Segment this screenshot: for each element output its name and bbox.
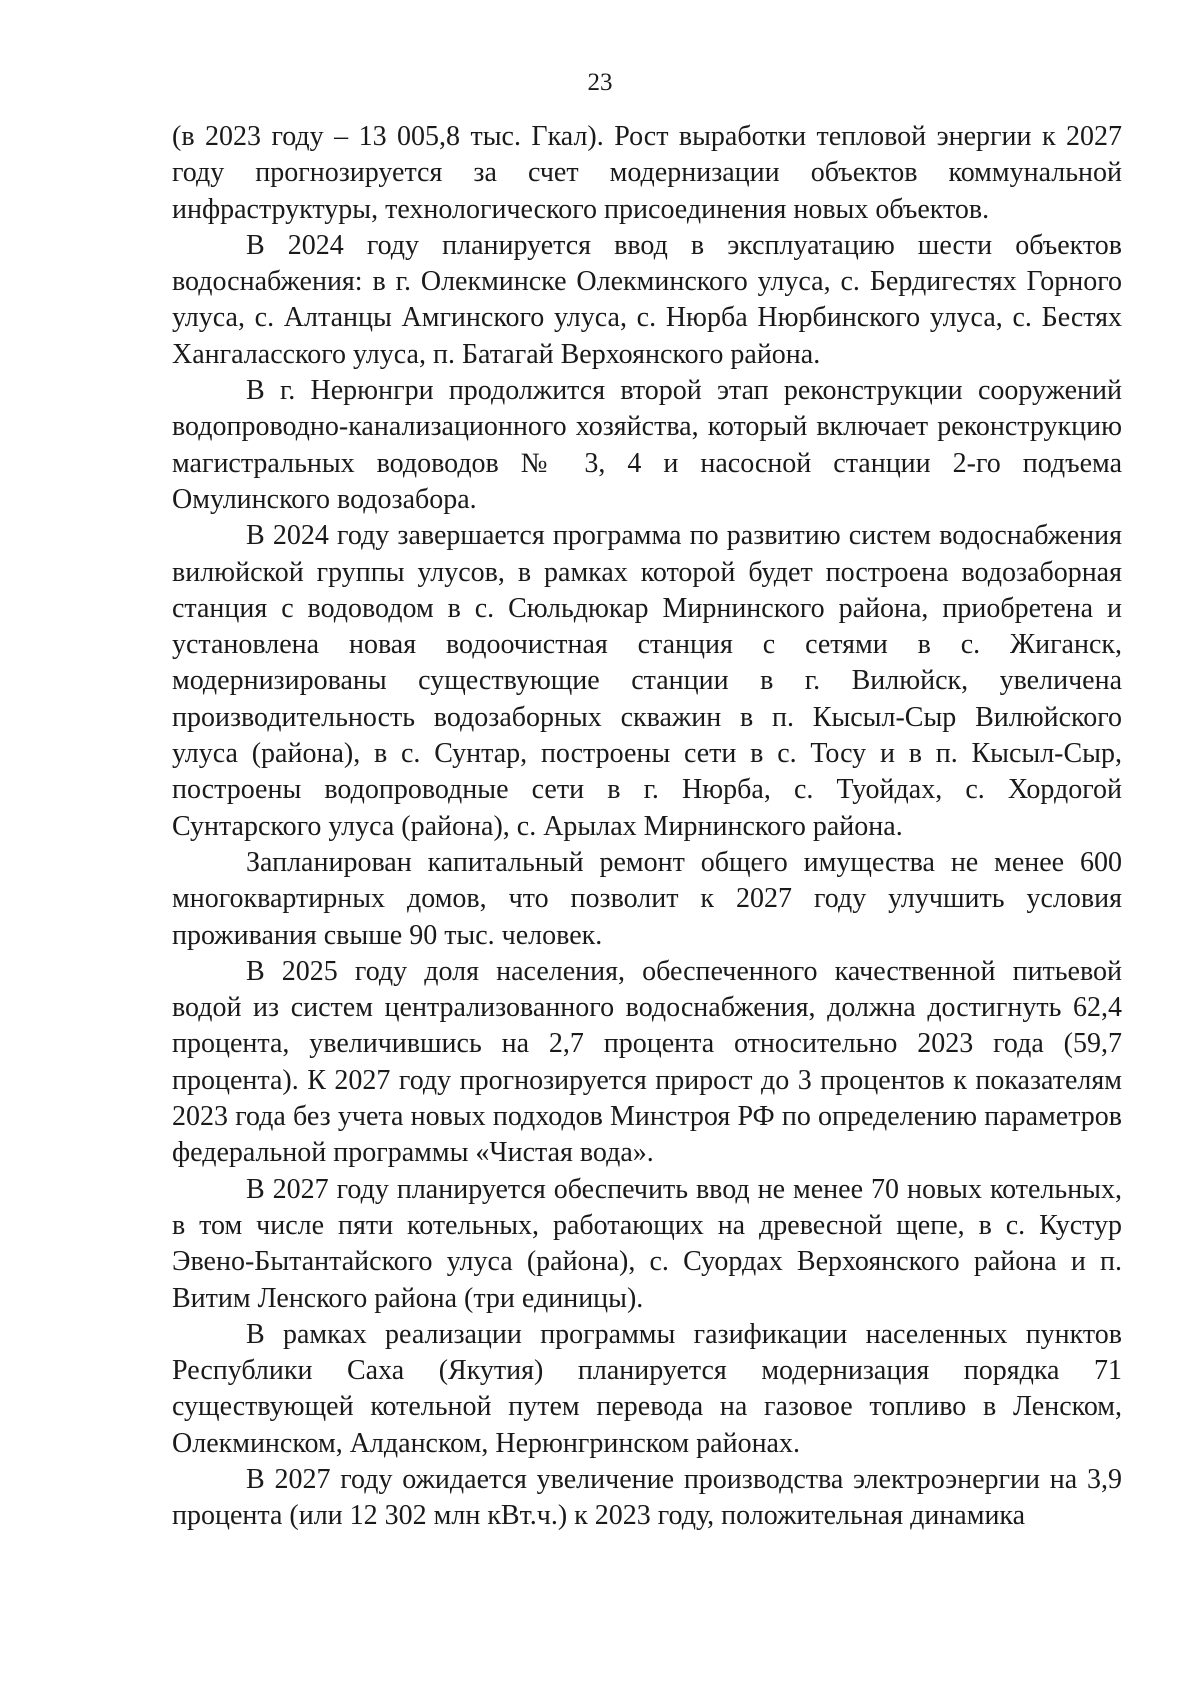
paragraph-9: В 2027 году ожидается увеличение производства электроэнергии на 3,9 процента (или 12 302 млн кВт.ч.) к 2023 году, положительная динамика	[172, 1463, 1122, 1532]
paragraph-5: Запланирован капитальный ремонт общего имущества не менее 600 многоквартирных домов, что позволит к 2027 году улучшить условия проживания свыше 90 тыс. человек.	[172, 846, 1122, 951]
page-number: 23	[587, 69, 613, 96]
paragraph-3: В г. Нерюнгри продолжится второй этап реконструкции сооружений водопроводно-канализационного хозяйства, который включает реконструкцию магистральных водоводов № 3, 4 и насосной станции 2-го подъема Омулинского водозабора.	[172, 375, 1122, 515]
paragraph-1: (в 2023 году – 13 005,8 тыс. Гкал). Рост выработки тепловой энергии к 2027 году прогнозируется за счет модернизации объектов коммунальной инфраструктуры, технологического присоединения новых объектов.	[172, 121, 1122, 225]
body-text	[172, 119, 1122, 1535]
paragraph-2: В 2024 году планируется ввод в эксплуатацию шести объектов водоснабжения: в г. Олекминске Олекминского улуса, с. Бердигестях Горного улуса, с. Алтанцы Амгинского улуса, с. Нюрба Нюрбинского улуса, с. Бестях Хангаласского улуса, п. Батагай Верхоянского района.	[172, 229, 1122, 370]
paragraph-7: В 2027 году планируется обеспечить ввод не менее 70 новых котельных, в том числе пяти котельных, работающих на древесной щепе, в с. Кустур Эвено-Бытантайского улуса (района), с. Суордах Верхоянского района и п. Витим Ленского района (три единицы).	[172, 1173, 1122, 1314]
paragraph-4: В 2024 году завершается программа по развитию систем водоснабжения вилюйской группы улусов, в рамках которой будет построена водозаборная станция с водоводом в с. Сюльдюкар Мирнинского района, приобретена и установлена новая водоочистная станция с сетями в с. Жиганск, модернизированы существующие станции в г. Вилюйск, увеличена производительность водозаборных скважин в п. Кысыл-Сыр Вилюйского улуса (района), в с. Сунтар, построены сети в с. Тосу и в п. Кысыл-Сыр, построены водопроводные сети в г. Нюрба, с. Туойдах, с. Хордогой Сунтарского улуса (района), с. Арылах Мирнинского района.	[172, 520, 1122, 842]
paragraph-6: В 2025 году доля населения, обеспеченного качественной питьевой водой из систем централизованного водоснабжения, должна достигнуть 62,4 процента, увеличившись на 2,7 процента относительно 2023 года (59,7 процента). К 2027 году прогнозируется прирост до 3 процентов к показателям 2023 года без учета новых подходов Минстроя РФ по определению параметров федеральной программы «Чистая вода».	[172, 955, 1122, 1169]
paragraph-8: В рамках реализации программы газификации населенных пунктов Республики Саха (Якутия) планируется модернизация порядка 71 существующей котельной путем перевода на газовое топливо в Ленском, Олекминском, Алданском, Нерюнгринском районах.	[172, 1318, 1122, 1459]
